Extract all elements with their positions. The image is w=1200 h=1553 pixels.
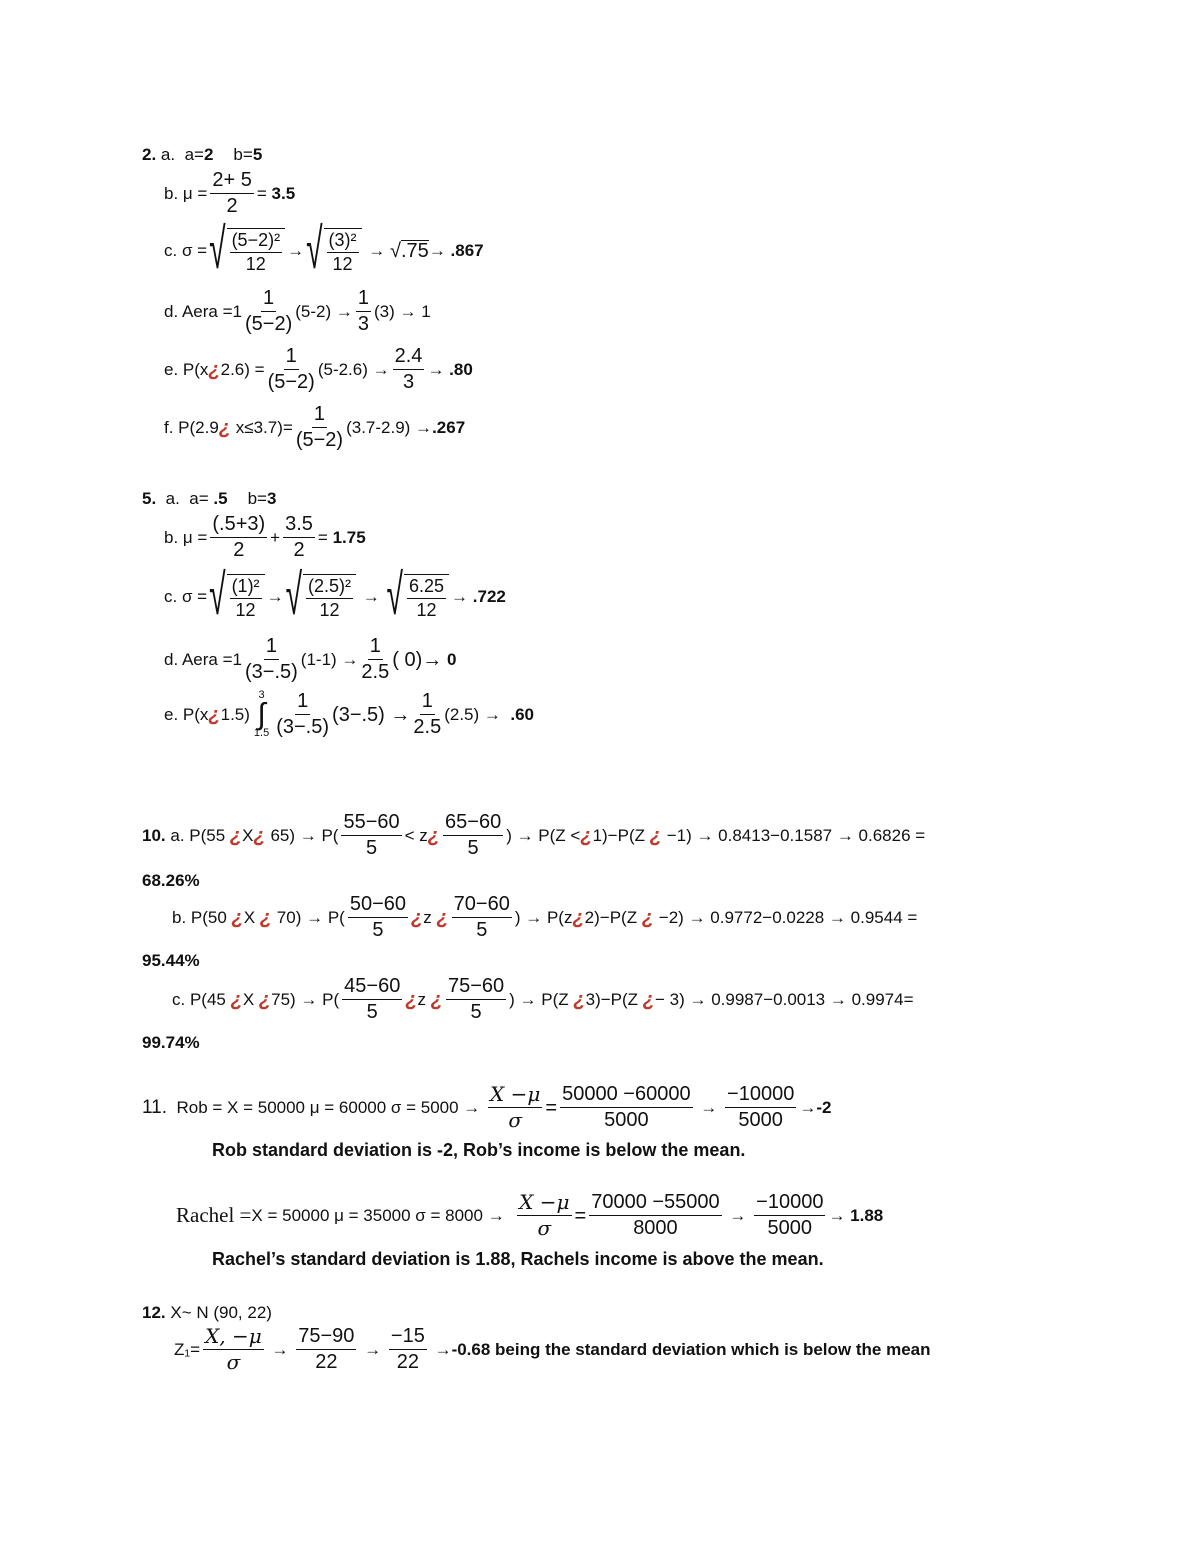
fraction — [452, 894, 512, 941]
result: .867 — [450, 241, 484, 261]
expression: c. P(45 — [172, 990, 226, 1009]
equals: = — [545, 1096, 558, 1119]
q5-line-a — [142, 490, 276, 507]
question-number: 2. — [142, 145, 157, 164]
arrow: → — [368, 241, 386, 261]
result: 1 — [421, 302, 431, 321]
fraction — [560, 1084, 692, 1131]
expression: 1.5) — [220, 705, 250, 724]
mean-label: b. μ = — [164, 184, 208, 203]
denominator: 5 — [372, 919, 384, 941]
q10-b-result — [142, 952, 200, 969]
denominator: 22 — [396, 1351, 419, 1373]
fraction — [725, 1084, 796, 1131]
fraction — [341, 812, 401, 859]
part-label: a. — [160, 145, 176, 164]
garbled-symbol: ¿ — [405, 988, 418, 1011]
q10-line-c — [172, 976, 914, 1023]
area-label: d. Aera =1 — [164, 302, 242, 321]
fraction — [754, 1192, 825, 1239]
numerator: X −μ — [519, 1190, 570, 1214]
plus: + — [270, 528, 281, 547]
denominator: 5000 — [767, 1217, 813, 1239]
denominator: (5−2) — [295, 429, 344, 451]
sqrt — [285, 564, 356, 628]
garbled-symbol: ¿ — [253, 824, 266, 847]
numerator: 55−60 — [341, 812, 401, 836]
denominator: 22 — [315, 1351, 338, 1373]
numerator: 1 — [420, 691, 435, 715]
expression: 70) → P( — [276, 908, 345, 927]
numerator: 50000 −60000 — [560, 1084, 692, 1108]
area-label: d. Aera =1 — [164, 650, 242, 669]
q5-line-c — [164, 564, 506, 628]
sqrt — [209, 564, 264, 628]
q11-rachel-note — [212, 1250, 824, 1268]
q5-line-d — [164, 636, 456, 683]
denominator: 2 — [233, 539, 245, 561]
expression: b. P(50 — [172, 908, 227, 927]
garbled-symbol: ¿ — [218, 416, 232, 439]
expression: −1) → 0.8413−0.1587 → 0.6826 = — [666, 826, 926, 845]
fraction — [296, 1326, 356, 1373]
param-b-label: b= — [247, 489, 267, 508]
sqrt-icon: √ — [209, 564, 226, 628]
expression: (5-2.6) → — [317, 360, 390, 379]
fraction — [245, 636, 298, 683]
result: 1.88 — [850, 1206, 884, 1225]
fraction — [446, 976, 506, 1023]
denominator: 2.5 — [413, 716, 442, 738]
numerator: 50−60 — [348, 894, 408, 918]
garbled-symbol: ¿ — [573, 988, 586, 1011]
expression: 2)−P(Z — [584, 908, 638, 927]
expression: x≤3.7)= — [235, 418, 293, 437]
fraction — [268, 346, 315, 393]
numerator: −15 — [389, 1326, 427, 1350]
q10-line-b — [172, 894, 917, 941]
fraction — [276, 691, 329, 738]
integral-icon: ∫ — [257, 698, 266, 731]
expression: Rob = X = 50000 μ = 60000 σ = 5000 → — [176, 1098, 481, 1117]
fraction — [361, 636, 389, 683]
denominator: 3 — [402, 371, 415, 393]
expression: 3)−P(Z — [585, 990, 639, 1009]
name-label: Rachel = — [176, 1203, 252, 1227]
q5-line-e — [164, 690, 534, 739]
fraction — [203, 1326, 264, 1373]
fraction — [517, 1192, 571, 1239]
garbled-symbol: ¿ — [231, 906, 244, 929]
numerator: (3)² — [327, 231, 359, 253]
expression: (3−.5) → — [332, 703, 411, 726]
result: 99.74% — [142, 1033, 200, 1052]
fraction — [407, 577, 446, 620]
denominator: 2 — [226, 195, 238, 217]
distribution: X~ N (90, 22) — [170, 1303, 272, 1322]
denominator: 3 — [357, 313, 369, 335]
expression: (1-1) → — [300, 650, 359, 669]
garbled-symbol: ¿ — [230, 988, 243, 1011]
equals: = — [574, 1204, 587, 1227]
result: 1.75 — [332, 528, 366, 547]
sqrt-icon: √ — [306, 218, 323, 282]
expression: 1)−P(Z — [592, 826, 645, 845]
denominator: (5−2) — [267, 371, 315, 393]
sqrt-icon: √ — [386, 564, 403, 628]
expression: 75) → P( — [271, 990, 340, 1009]
arrow: → — [828, 1206, 846, 1225]
expression: (5-2) → — [295, 302, 353, 321]
fraction — [230, 231, 283, 274]
garbled-symbol: ¿ — [649, 824, 662, 847]
fraction — [356, 288, 371, 335]
garbled-symbol: ¿ — [642, 988, 655, 1011]
prob-label: e. P(x — [164, 360, 209, 379]
expression: < z — [404, 826, 428, 845]
variable: z — [423, 908, 432, 927]
q11-rob-line — [142, 1084, 831, 1131]
denominator: (5−2) — [244, 313, 293, 335]
expression: ) → P(Z < — [506, 826, 581, 845]
arrow: → — [428, 241, 446, 261]
expression: ( 0)→ — [392, 648, 443, 671]
param-a-value: .5 — [213, 489, 228, 508]
garbled-symbol: ¿ — [430, 988, 443, 1011]
sqrt — [209, 218, 285, 282]
conclusion-text: Rachel’s standard deviation is 1.88, Rachels income is above the mean. — [212, 1249, 824, 1269]
garbled-symbol: ¿ — [208, 703, 221, 726]
fraction — [327, 231, 359, 274]
numerator: (5−2)² — [230, 231, 283, 253]
numerator: 75−60 — [446, 976, 506, 1000]
expression: ) → P(z — [514, 908, 573, 927]
denominator: 5 — [467, 837, 479, 859]
sd-label: c. σ = — [164, 587, 208, 607]
numerator: 1 — [264, 636, 279, 660]
garbled-symbol: ¿ — [427, 824, 441, 847]
denominator: 5000 — [604, 1109, 649, 1131]
param-b-label: b= — [233, 145, 253, 164]
variable: X — [243, 908, 256, 927]
question-number: 12. — [142, 1303, 166, 1322]
numerator: 1 — [284, 346, 299, 370]
q11-rachel-line — [176, 1192, 883, 1239]
fraction — [488, 1084, 542, 1131]
q12-head — [142, 1304, 272, 1321]
variable: X — [242, 826, 254, 845]
fraction — [296, 404, 343, 451]
q2-line-a — [142, 146, 262, 163]
numerator: 1 — [295, 691, 310, 715]
integral — [254, 690, 269, 739]
fraction — [389, 1326, 427, 1373]
result: 68.26% — [142, 871, 200, 890]
fraction — [443, 812, 503, 859]
part-label: a. — [165, 489, 180, 508]
denominator: 5000 — [738, 1109, 783, 1131]
denominator: σ — [508, 1108, 523, 1132]
result: -2 — [816, 1098, 832, 1117]
garbled-symbol: ¿ — [229, 824, 243, 847]
expression: (3.7-2.9) → — [346, 418, 433, 437]
sd-label: c. σ = — [164, 241, 208, 261]
sqrt — [306, 218, 361, 282]
arrow: → — [266, 587, 284, 607]
denominator: 2.5 — [361, 661, 390, 683]
question-number: 10. — [142, 826, 166, 845]
numerator: 70000 −55000 — [589, 1192, 721, 1216]
mean-label: b. μ = — [164, 528, 208, 547]
denominator: 5 — [366, 1001, 378, 1023]
sqrt-icon: √ — [285, 564, 303, 628]
result: -0.68 being the standard deviation which is below the mean — [451, 1340, 931, 1359]
sqrt — [386, 564, 450, 628]
fraction — [413, 691, 441, 738]
denominator: 12 — [416, 599, 437, 620]
conclusion-text: Rob standard deviation is -2, Rob’s income is below the mean. — [212, 1140, 746, 1160]
equals: = — [256, 184, 267, 203]
arrow: → — [700, 1098, 718, 1117]
sqrt-icon: √ — [209, 218, 226, 282]
garbled-symbol: ¿ — [572, 906, 585, 929]
numerator: −10000 — [725, 1084, 796, 1108]
numerator: (2.5)² — [306, 577, 353, 599]
garbled-symbol: ¿ — [436, 906, 449, 929]
result: 3.5 — [271, 184, 296, 203]
variable: z — [417, 990, 427, 1009]
arrow: → — [729, 1206, 747, 1225]
expression: − 3) → 0.9987−0.0013 → 0.9974= — [655, 990, 914, 1009]
numerator: −10000 — [754, 1192, 825, 1216]
equals: = — [317, 528, 328, 547]
garbled-symbol: ¿ — [208, 358, 221, 381]
numerator: 70−60 — [452, 894, 512, 918]
question-number: 11. — [142, 1097, 168, 1118]
arrow: → — [427, 360, 445, 379]
arrow: → — [271, 1340, 289, 1359]
q10-c-result — [142, 1034, 200, 1051]
result: 0 — [446, 650, 457, 669]
param-b-value: 5 — [252, 145, 263, 164]
arrow: → — [364, 1340, 382, 1359]
radicand: .75 — [401, 240, 429, 263]
fraction — [306, 577, 353, 620]
q12-line-z — [174, 1326, 931, 1373]
numerator: 75−90 — [296, 1326, 356, 1350]
fraction — [342, 976, 402, 1023]
numerator: 65−60 — [443, 812, 503, 836]
q2-line-e — [164, 346, 473, 393]
numerator: 1 — [261, 288, 276, 312]
question-number: 5. — [142, 489, 157, 508]
expression: −2) → 0.9772−0.0228 → 0.9544 = — [658, 908, 918, 927]
param-b-value: 3 — [266, 489, 277, 508]
expression: ) → P(Z — [509, 990, 569, 1009]
denominator: 12 — [245, 253, 266, 274]
denominator: (3−.5) — [276, 716, 330, 738]
denominator: 2 — [293, 539, 305, 561]
result: .722 — [472, 587, 506, 607]
q5-line-b — [164, 514, 366, 561]
expression: 2.6) = — [220, 360, 265, 379]
param-a-label: a= — [184, 145, 204, 164]
result: 95.44% — [142, 951, 200, 970]
expression: X = 50000 μ = 35000 σ = 8000 → — [251, 1206, 505, 1225]
q2-line-b — [164, 170, 295, 217]
denominator: σ — [226, 1350, 241, 1374]
garbled-symbol: ¿ — [258, 988, 272, 1011]
result: .267 — [432, 418, 466, 437]
z-label: Z₁= — [174, 1340, 201, 1359]
expression: 65) → P( — [270, 826, 339, 845]
expression: a. P(55 — [170, 826, 226, 845]
numerator: 3.5 — [283, 514, 315, 538]
integral-lower: 1.5 — [253, 727, 270, 739]
arrow: → — [434, 1340, 452, 1359]
param-a-value: 2 — [203, 145, 214, 164]
expression: (2.5) → — [444, 705, 501, 724]
arrow: → — [451, 587, 469, 607]
q2-line-f — [164, 404, 465, 451]
q10-a-result — [142, 872, 200, 889]
arrow: → — [799, 1098, 817, 1117]
denominator: σ — [537, 1216, 552, 1240]
denominator: 5 — [470, 1001, 482, 1023]
q10-line-a — [142, 812, 925, 859]
denominator: 5 — [476, 919, 488, 941]
prob-label: e. P(x — [164, 705, 209, 724]
fraction — [230, 577, 262, 620]
integral-upper: 3 — [258, 689, 265, 701]
denominator: (3−.5) — [244, 661, 298, 683]
numerator: 1 — [312, 404, 327, 428]
fraction — [245, 288, 292, 335]
q11-rob-note — [212, 1141, 745, 1159]
numerator: 45−60 — [342, 976, 402, 1000]
garbled-symbol: ¿ — [259, 906, 273, 929]
numerator: (1)² — [230, 577, 262, 599]
result: .80 — [449, 360, 473, 379]
denominator: 5 — [365, 837, 378, 859]
garbled-symbol: ¿ — [411, 906, 424, 929]
numerator: X −μ — [490, 1082, 541, 1106]
garbled-symbol: ¿ — [641, 906, 655, 929]
q2-line-d — [164, 288, 431, 335]
numerator: 2+ 5 — [210, 170, 253, 194]
fraction — [589, 1192, 721, 1239]
numerator: 1 — [356, 288, 371, 312]
result: .60 — [510, 705, 534, 724]
prob-label: f. P(2.9 — [164, 418, 219, 437]
numerator: X, −μ — [205, 1324, 262, 1348]
fraction — [348, 894, 408, 941]
numerator: (.5+3) — [210, 514, 267, 538]
denominator: 8000 — [633, 1217, 678, 1239]
denominator: 12 — [319, 599, 340, 620]
expression: (3) → — [373, 302, 417, 321]
q2-line-c — [164, 218, 484, 282]
numerator: 2.4 — [393, 346, 425, 370]
numerator: 6.25 — [407, 577, 446, 599]
fraction — [393, 346, 425, 393]
arrow: → — [362, 587, 380, 607]
denominator: 12 — [235, 599, 256, 620]
arrow: → — [287, 241, 305, 261]
denominator: 12 — [332, 253, 353, 274]
variable: X — [242, 990, 255, 1009]
sqrt-icon: √ — [390, 239, 401, 262]
garbled-symbol: ¿ — [580, 824, 593, 847]
param-a-label: a= — [189, 489, 209, 508]
numerator: 1 — [368, 636, 383, 660]
